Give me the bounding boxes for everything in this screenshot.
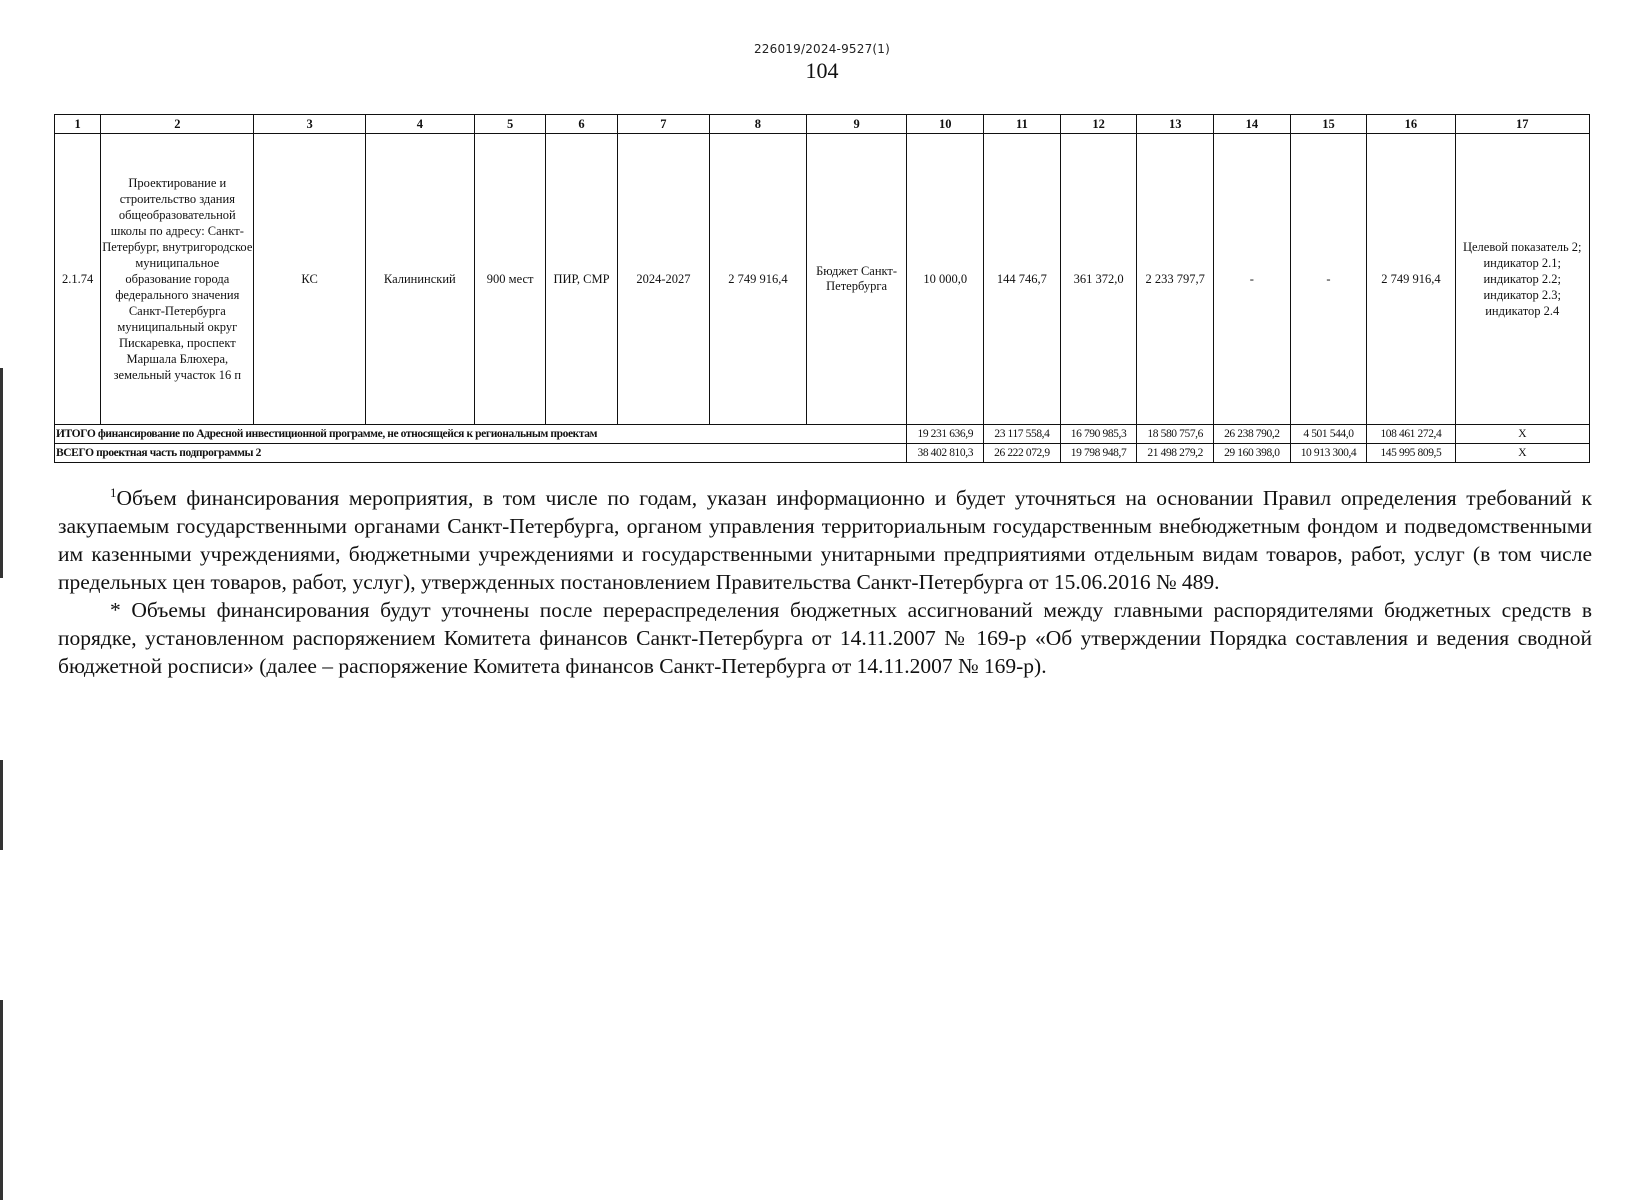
total-value: 10 913 300,4 [1290, 444, 1367, 463]
amount-col-15: - [1290, 134, 1367, 425]
total-value: 145 995 809,5 [1367, 444, 1455, 463]
column-number: 10 [907, 115, 984, 134]
footnote-1 [58, 484, 1592, 596]
scan-edge-mark [0, 1000, 3, 1200]
column-number: 14 [1214, 115, 1291, 134]
project-type: КС [254, 134, 365, 425]
financing-table-container [54, 114, 1590, 463]
column-number: 8 [710, 115, 807, 134]
table-row [55, 134, 1590, 425]
column-number: 2 [101, 115, 254, 134]
total-mark: X [1455, 444, 1590, 463]
funding-source: Бюджет Санкт-Петербурга [806, 134, 907, 425]
total-row-itogo [55, 425, 1590, 444]
capacity: 900 мест [474, 134, 545, 425]
total-value: 23 117 558,4 [984, 425, 1061, 444]
footnote-1-text: Объем финансирования мероприятия, в том числе по годам, указан информационно и будет уточняться на основании Правил определения требований к закупаемым государственными органами Санкт-Петербурга, органом управления территориальным государственным внебюджетным фондом и подведомственными им казенными учреждениями, бюджетными учреждениями и государственными унитарными предприятиями отдельным видам товаров, работ, услуг (в том числе предельных цен товаров, работ, услуг), утвержденных постановлением Правительства Санкт-Петербурга от 15.06.2016 № 489. [58, 486, 1592, 594]
total-value: 18 580 757,6 [1137, 425, 1214, 444]
total-value: 26 238 790,2 [1214, 425, 1291, 444]
amount-total: 2 749 916,4 [1367, 134, 1455, 425]
column-number: 13 [1137, 115, 1214, 134]
target-indicators: Целевой показатель 2; индикатор 2.1; индикатор 2.2; индикатор 2.3; индикатор 2.4 [1455, 134, 1590, 425]
column-number: 12 [1060, 115, 1137, 134]
project-name: Проектирование и строительство здания общеобразовательной школы по адресу: Санкт-Петербург, внутригородское муниципальное образование города федерального значения Санкт-Петербурга муниципальный округ Пискаревка, проспект Маршала Блюхера, земельный участок 16 п [101, 134, 254, 425]
scan-edge-mark [0, 760, 3, 850]
page-number: 104 [805, 58, 839, 83]
total-label: ВСЕГО проектная часть подпрограммы 2 [55, 444, 907, 463]
financing-table [54, 114, 1590, 463]
amount-col-14: - [1214, 134, 1291, 425]
column-number: 16 [1367, 115, 1455, 134]
footnote-2-text: * Объемы финансирования будут уточнены после перераспределения бюджетных ассигнований между главными распорядителями бюджетных средств в порядке, установленном распоряжением Комитета финансов Санкт-Петербурга от 14.11.2007 № 169-р «Об утверждении Порядка составления и ведения сводной бюджетной росписи» (далее – распоряжение Комитета финансов Санкт-Петербурга от 14.11.2007 № 169-р). [58, 598, 1592, 678]
column-number-row [55, 115, 1590, 134]
total-cost: 2 749 916,4 [710, 134, 807, 425]
total-value: 108 461 272,4 [1367, 425, 1455, 444]
footnote-marker: 1 [110, 484, 117, 500]
column-number: 3 [254, 115, 365, 134]
column-number: 5 [474, 115, 545, 134]
total-value: 21 498 279,2 [1137, 444, 1214, 463]
total-mark: X [1455, 425, 1590, 444]
column-number: 17 [1455, 115, 1590, 134]
total-value: 4 501 544,0 [1290, 425, 1367, 444]
footnote-2 [58, 596, 1592, 680]
amount-col-13: 2 233 797,7 [1137, 134, 1214, 425]
footnotes [58, 484, 1592, 680]
column-number: 11 [984, 115, 1061, 134]
district: Калининский [365, 134, 474, 425]
column-number: 1 [55, 115, 101, 134]
work-stage: ПИР, СМР [546, 134, 617, 425]
row-code: 2.1.74 [55, 134, 101, 425]
column-number: 7 [617, 115, 709, 134]
scan-edge-mark [0, 368, 3, 578]
column-number: 4 [365, 115, 474, 134]
period: 2024-2027 [617, 134, 709, 425]
registry-number: 226019/2024-9527(1) [753, 42, 891, 56]
total-label: ИТОГО финансирование по Адресной инвестиционной программе, не относящейся к региональным проектам [55, 425, 907, 444]
total-value: 19 231 636,9 [907, 425, 984, 444]
total-value: 16 790 985,3 [1060, 425, 1137, 444]
amount-col-10: 10 000,0 [907, 134, 984, 425]
amount-col-11: 144 746,7 [984, 134, 1061, 425]
total-value: 26 222 072,9 [984, 444, 1061, 463]
column-number: 15 [1290, 115, 1367, 134]
total-value: 19 798 948,7 [1060, 444, 1137, 463]
total-value: 38 402 810,3 [907, 444, 984, 463]
column-number: 9 [806, 115, 907, 134]
total-value: 29 160 398,0 [1214, 444, 1291, 463]
amount-col-12: 361 372,0 [1060, 134, 1137, 425]
column-number: 6 [546, 115, 617, 134]
total-row-vsego [55, 444, 1590, 463]
